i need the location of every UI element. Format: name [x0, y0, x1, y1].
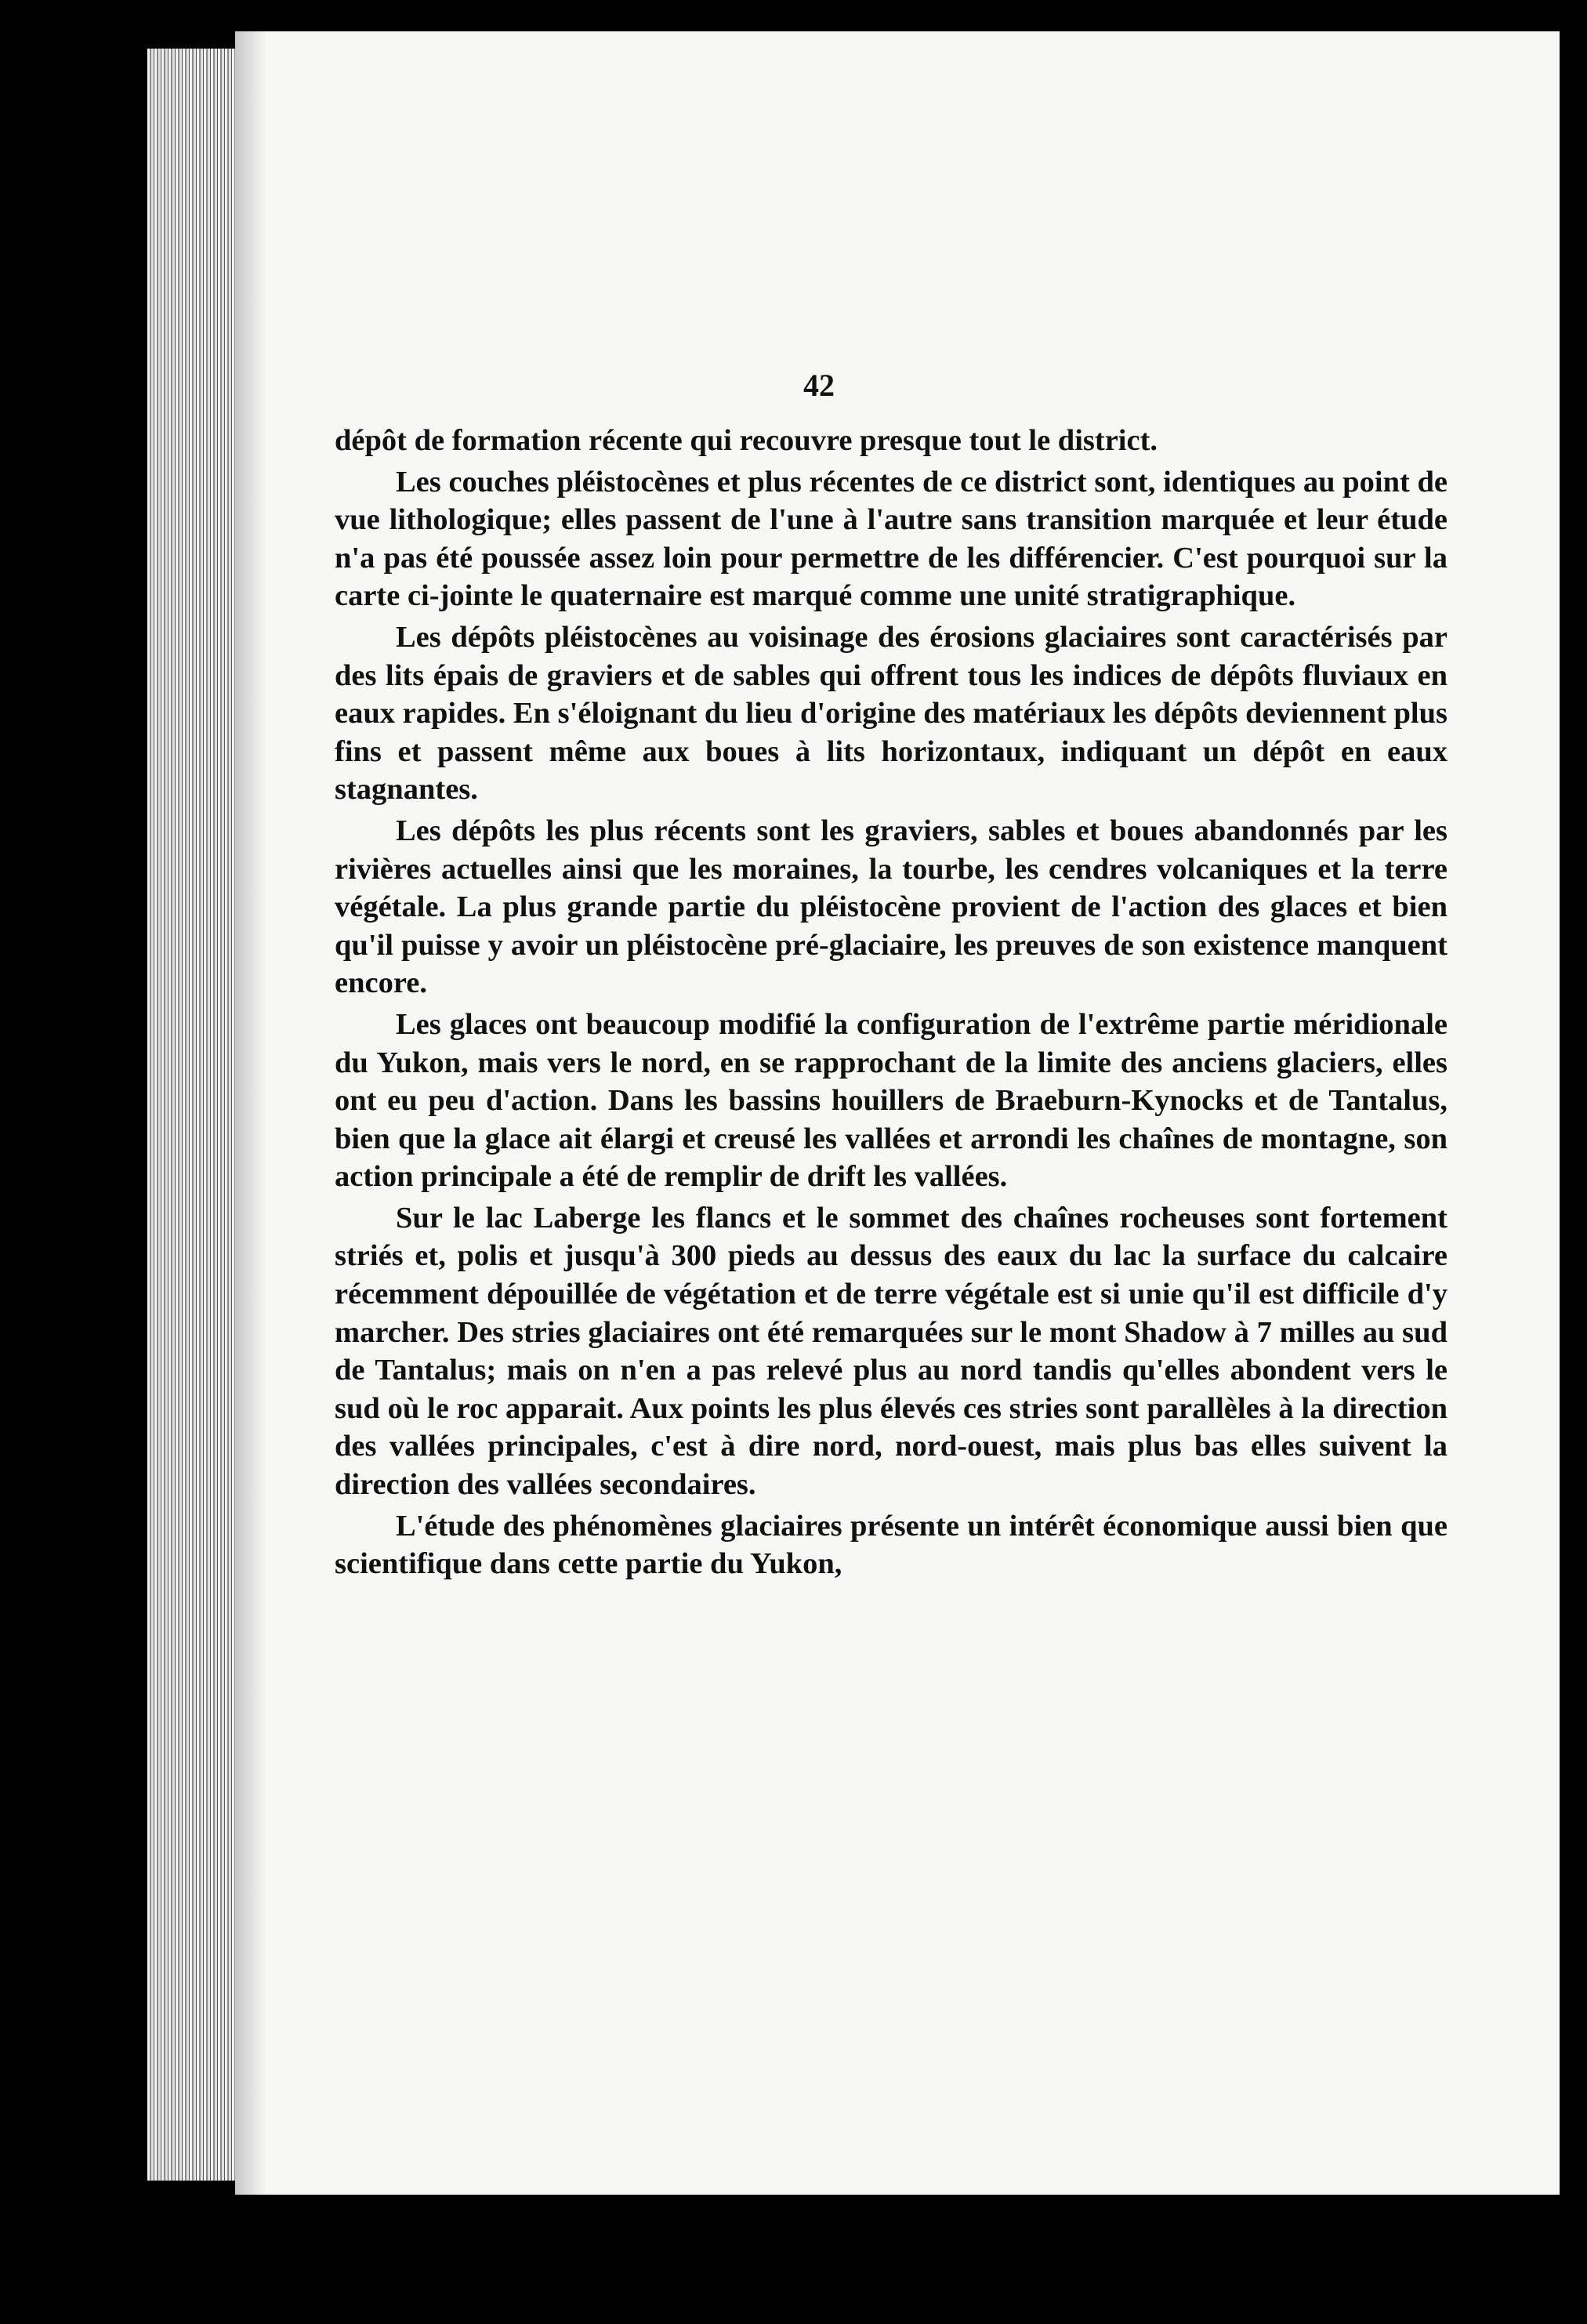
paragraph-lac-laberge: Sur le lac Laberge les flancs et le sommet des chaînes rocheuses sont fortement striés et, polis et jusqu'à 300 pieds au dessus des eaux du lac la surface du calcaire récemment dépouillée de végétation et de terre végétale est si unie qu'il est difficile d'y marcher. Des stries glaciaires ont été remarquées sur le mont Shadow à 7 milles au sud de Tantalus; mais on n'en a pas relevé plus au nord tandis qu'elles abondent vers le sud où le roc apparait. Aux points les plus élevés ces stries sont parallèles à la direction des vallées principales, c'est à dire nord, nord-ouest, mais plus bas elles suivent la direction des vallées secondaires. [335, 1201, 1448, 1502]
paragraph-continuation: dépôt de formation récente qui recouvre presque tout le district. [335, 424, 1158, 457]
paragraph-recent-deposits: Les dépôts les plus récents sont les graviers, sables et boues abandonnés par les rivières actuelles ainsi que les moraines, la tourbe, les cendres volcaniques et la terre végétale. La plus grande partie du pléistocène provient de l'action des glaces et bien qu'il puisse y avoir un pléistocène pré-glaciaire, les preuves de son existence manquent encore. [335, 814, 1448, 1000]
paragraph-pleistocene-deposits: Les dépôts pléistocènes au voisinage des érosions glaciaires sont caractérisés par des lits épais de graviers et de sables qui offrent tous les indices de dépôts fluviaux en eaux rapides. En s'éloignant du lieu d'origine des matériaux les dépôts deviennent plus fins et passent même aux boues à lits horizontaux, indiquant un dépôt en eaux stagnantes. [335, 620, 1448, 807]
body-text [335, 422, 1448, 1586]
paragraph-quaternary: Les couches pléistocènes et plus récentes de ce district sont, identiques au point de vue lithologique; elles passent de l'une à l'autre sans transition marquée et leur étude n'a pas été poussée assez loin pour permettre de les différencier. C'est pourquoi sur la carte ci-jointe le quaternaire est marqué comme une unité stratigraphique. [335, 465, 1448, 613]
page-number: 42 [803, 368, 835, 403]
paragraph-economic-interest: L'étude des phénomènes glaciaires présente un intérêt économique aussi bien que scientifique dans cette partie du Yukon, [335, 1509, 1448, 1581]
gutter-shadow [235, 31, 266, 2195]
paragraph-glacial-modification: Les glaces ont beaucoup modifié la configuration de l'extrême partie méridionale du Yukon, mais vers le nord, en se rapprochant de la limite des anciens glaciers, elles ont eu peu d'action. Dans les bassins houillers de Braeburn-Kynocks et de Tantalus, bien que la glace ait élargi et creusé les vallées et arrondi les chaînes de montagne, son action principale a été de remplir de drift les vallées. [335, 1007, 1448, 1194]
